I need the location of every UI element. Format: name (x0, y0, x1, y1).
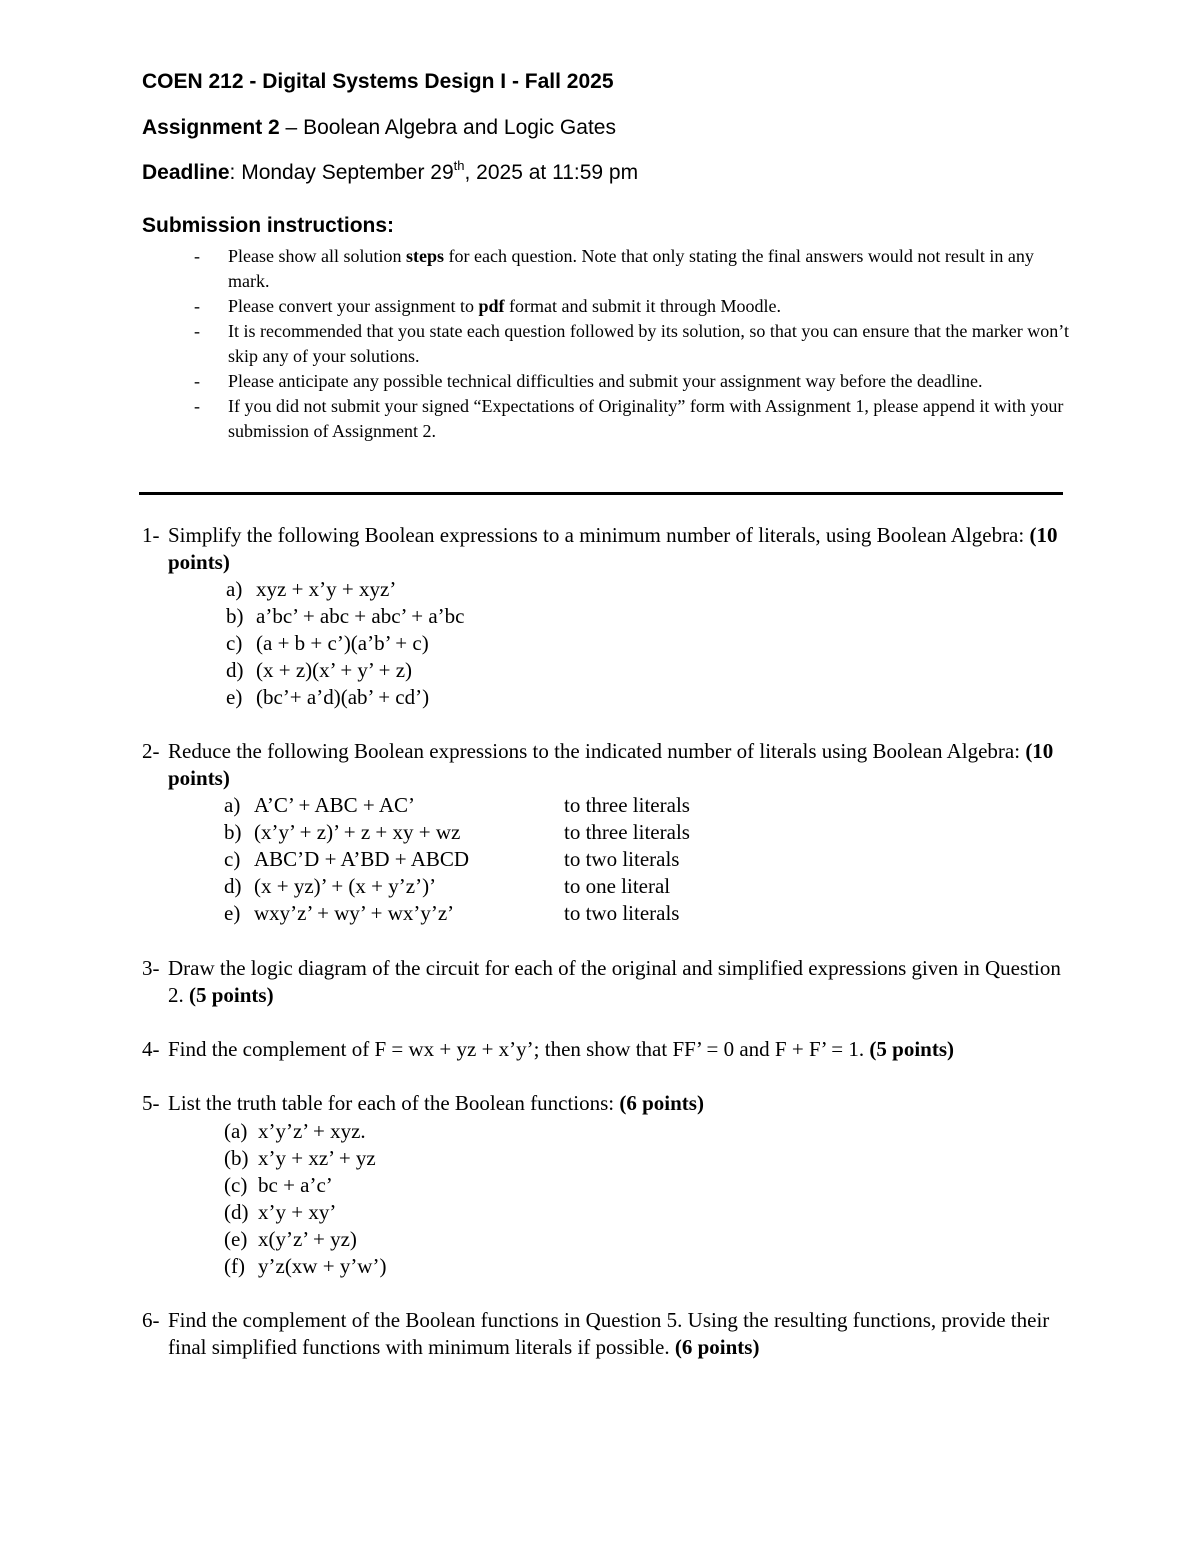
question-text: Reduce the following Boolean expressions to the indicated number of literals using Boolean Algebra: (168, 739, 1026, 763)
submission-list (142, 244, 1072, 444)
item-label: (a) (224, 1119, 248, 1143)
item-expression: ABC’D + A’BD + ABCD (254, 847, 470, 871)
question-points: (10 points) (168, 523, 1058, 574)
question-number: 4- (142, 1037, 160, 1061)
item-expression: a’bc’ + abc + abc’ + a’bc (256, 604, 465, 628)
item-label: e) (226, 685, 243, 709)
item-expression: (bc’+ a’d)(ab’ + cd’) (256, 685, 430, 709)
assignment-topic: Boolean Algebra and Logic Gates (303, 116, 616, 139)
submission-heading: Submission instructions: (142, 214, 395, 237)
submission-item (142, 244, 1072, 294)
item-label: (d) (224, 1200, 249, 1224)
question-text: Find the complement of the Boolean functions in Question 5. Using the resulting functions, provide their final simplified functions with minimum literals if possible. (168, 1308, 1050, 1359)
bullet-dash: - (194, 396, 200, 416)
item-expression: A’C’ + ABC + AC’ (254, 793, 415, 817)
item-label: b) (224, 820, 242, 844)
deadline-date-prefix: : Monday September 29 (229, 161, 454, 184)
bullet-dash: - (194, 321, 200, 341)
question-6 (142, 1307, 1062, 1361)
item-expression: xyz + x’y + xyz’ (256, 577, 397, 601)
item-emphasis: steps (406, 246, 445, 266)
item-text: Please show all solution (228, 246, 406, 266)
item-label: (c) (224, 1173, 248, 1197)
item-label: c) (224, 847, 241, 871)
deadline-line (142, 158, 639, 185)
item-target: to two literals (564, 901, 680, 925)
assignment-separator: – (279, 116, 304, 139)
question-number: 6- (142, 1308, 160, 1332)
item-label: (e) (224, 1227, 248, 1251)
deadline-date-suffix: , 2025 at 11:59 pm (464, 161, 639, 184)
submission-item (142, 319, 1072, 369)
question-points: (6 points) (674, 1335, 760, 1359)
question-points: (6 points) (619, 1091, 704, 1115)
item-target: to one literal (564, 874, 671, 898)
question-points: (5 points) (189, 983, 274, 1007)
item-label: d) (224, 874, 242, 898)
item-label: a) (226, 577, 243, 601)
assignment-label: Assignment 2 (142, 116, 280, 139)
bullet-dash: - (194, 296, 200, 316)
item-expression: x’y + xy’ (258, 1200, 337, 1224)
bullet-dash: - (194, 371, 200, 391)
item-target: to three literals (564, 793, 690, 817)
item-expression: (x’y’ + z)’ + z + xy + wz (254, 820, 461, 844)
item-expression: wxy’z’ + wy’ + wx’y’z’ (254, 901, 455, 925)
item-text: Please anticipate any possible technical difficulties and submit your assignment way before the deadline. (228, 371, 983, 391)
bullet-dash: - (194, 246, 200, 266)
item-label: c) (226, 631, 243, 655)
item-target: to three literals (564, 820, 690, 844)
question-number: 5- (142, 1091, 160, 1115)
question-text: Simplify the following Boolean expressions to a minimum number of literals, using Boolean Algebra: (168, 523, 1030, 547)
question-points: (10 points) (168, 739, 1054, 790)
item-text-cont: format and submit it through Moodle. (504, 296, 781, 316)
question-points: (5 points) (869, 1037, 955, 1061)
question-1 (142, 522, 1062, 576)
item-text-cont: for each question. Note that only stating the final answers would not result in any mark. (228, 246, 1034, 291)
submission-item (142, 369, 1072, 394)
item-target: to two literals (564, 847, 680, 871)
item-expression: x’y + xz’ + yz (258, 1146, 376, 1170)
deadline-date-superscript: th (453, 158, 465, 173)
question-3 (142, 955, 1062, 1009)
course-title: COEN 212 - Digital Systems Design I - Fall 2025 (142, 70, 614, 93)
item-expression: y’z(xw + y’w’) (258, 1254, 387, 1278)
item-text: Please convert your assignment to (228, 296, 479, 316)
assignment-line (142, 116, 616, 140)
item-label: (f) (224, 1254, 245, 1278)
submission-item (142, 294, 1072, 319)
deadline-label: Deadline (142, 161, 230, 184)
item-expression: bc + a’c’ (258, 1173, 333, 1197)
question-5 (142, 1090, 1062, 1117)
question-number: 1- (142, 523, 160, 547)
item-label: b) (226, 604, 244, 628)
submission-item (142, 394, 1072, 444)
item-label: a) (224, 793, 241, 817)
item-label: e) (224, 901, 241, 925)
item-label: (b) (224, 1146, 249, 1170)
item-expression: (x + yz)’ + (x + y’z’)’ (254, 874, 437, 898)
item-emphasis: pdf (478, 296, 505, 316)
item-text: If you did not submit your signed “Expectations of Originality” form with Assignment 1, please append it with your submission of Assignment 2. (228, 396, 1064, 441)
item-text: It is recommended that you state each question followed by its solution, so that you can ensure that the marker won’t skip any of your solutions. (228, 321, 1069, 366)
item-expression: (x + z)(x’ + y’ + z) (256, 658, 413, 682)
item-expression: x(y’z’ + yz) (258, 1227, 357, 1251)
item-expression: x’y’z’ + xyz. (258, 1119, 366, 1143)
question-2 (142, 738, 1062, 792)
item-expression: (a + b + c’)(a’b’ + c) (256, 631, 429, 655)
question-number: 2- (142, 739, 160, 763)
question-text: Find the complement of F = wx + yz + x’y’; then show that FF’ = 0 and F + F’ = 1. (168, 1037, 870, 1061)
question-number: 3- (142, 956, 160, 980)
item-label: d) (226, 658, 244, 682)
question-text: List the truth table for each of the Boolean functions: (168, 1091, 620, 1115)
question-4 (142, 1036, 1062, 1063)
section-divider (139, 492, 1063, 495)
question-text: Draw the logic diagram of the circuit for each of the original and simplified expressions given in Question 2. (168, 956, 1061, 1007)
